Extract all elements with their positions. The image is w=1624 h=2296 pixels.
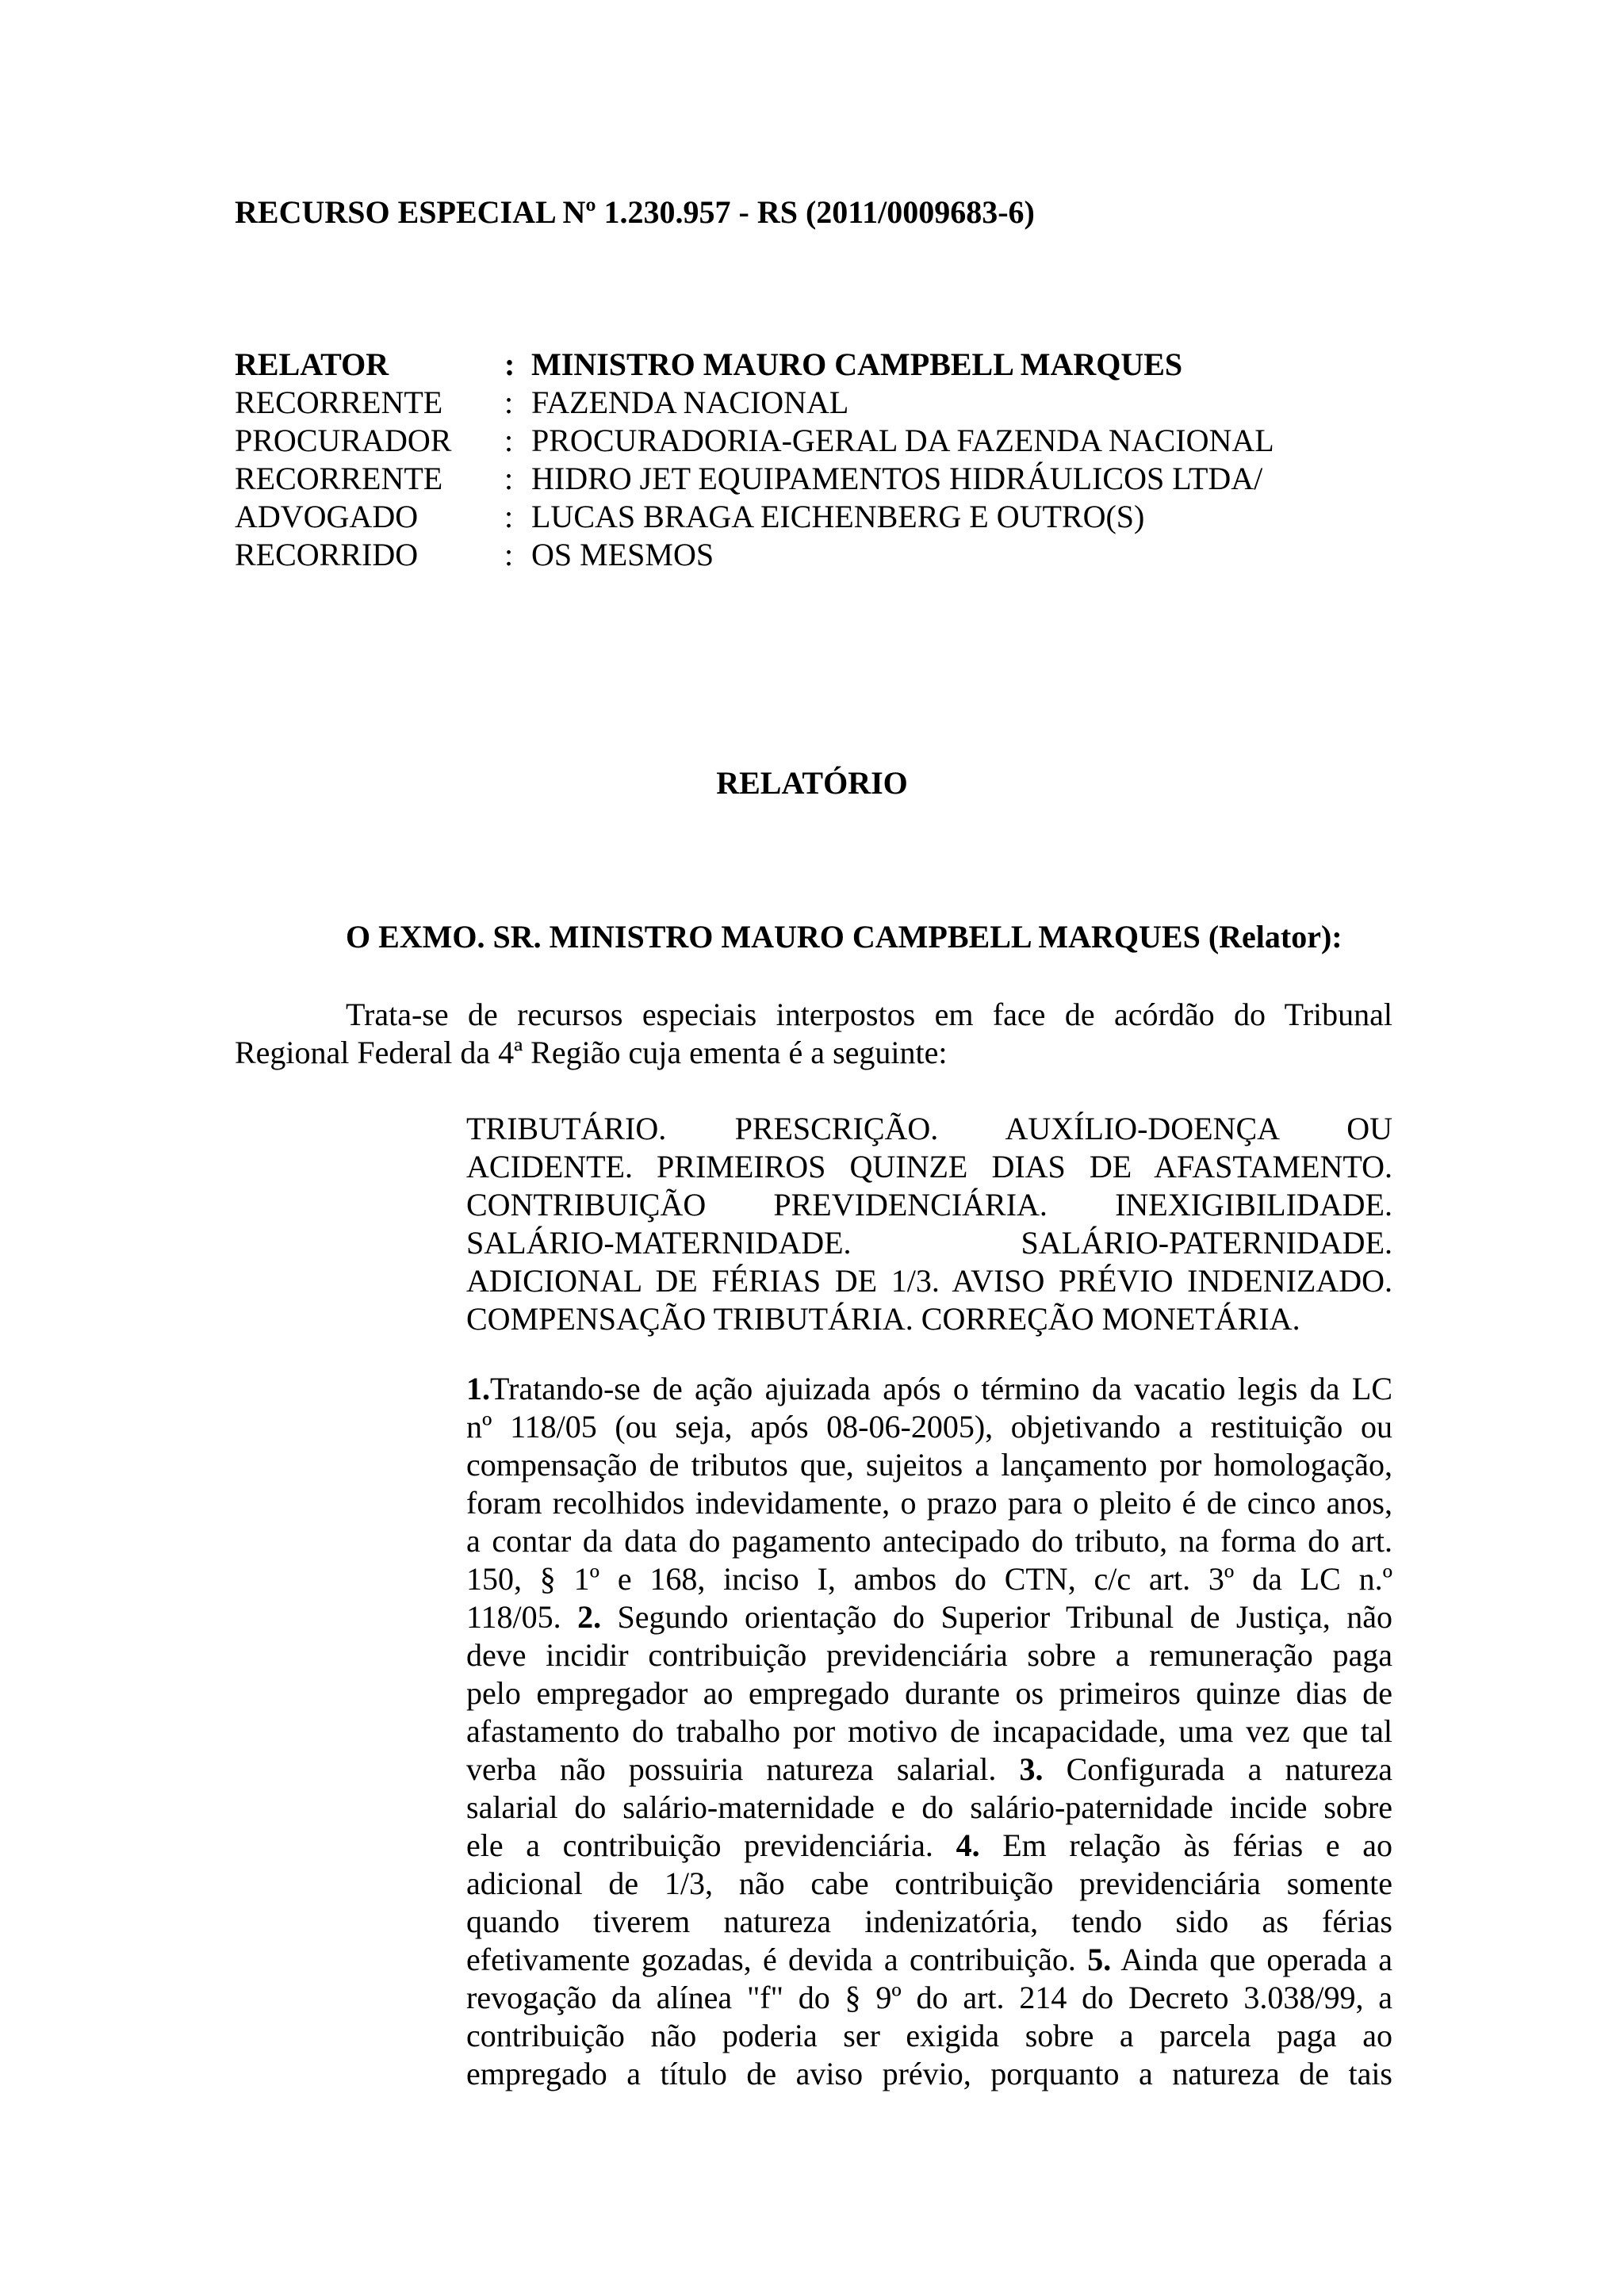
party-role: RECORRIDO [235,537,419,572]
ementa-body-line [466,1484,1392,1522]
party-name: PROCURADORIA-GERAL DA FAZENDA NACIONAL [531,423,1274,458]
line-text: a contar da data do pagamento antecipado do tributo, na forma do art. [466,1523,1392,1559]
party-row [235,536,1274,574]
ementa-heading-line: COMPENSAÇÃO TRIBUTÁRIA. CORREÇÃO MONETÁRIA. [466,1301,1300,1337]
line-text: quando tiverem natureza indenizatória, tendo sido as férias [466,1904,1392,1939]
speaker-heading: O EXMO. SR. MINISTRO MAURO CAMPBELL MARQUES (Relator): [346,919,1342,955]
item-number: 5. [1087,1942,1112,1977]
party-role: RELATOR [235,346,389,382]
party-name: MINISTRO MAURO CAMPBELL MARQUES [531,346,1183,382]
ementa-body-line [466,1598,1392,1636]
line-text: verba não possuiria natureza salarial. [466,1751,1020,1787]
ementa-heading-line: TRIBUTÁRIO. PRESCRIÇÃO. AUXÍLIO-DOENÇA OU [466,1111,1392,1146]
line-text: pelo empregador ao empregado durante os primeiros quinze dias de [466,1675,1392,1711]
ementa-body-line [466,1827,1392,1865]
ementa-body-line [466,1751,1392,1789]
line-text: nº 118/05 (ou seja, após 08-06-2005), objetivando a restituição ou [466,1409,1392,1445]
party-row [235,346,1274,384]
party-role: ADVOGADO [235,499,419,534]
ementa-body [466,1370,1392,2093]
line-text: Em relação às férias e ao [979,1827,1393,1863]
line-text: 150, § 1º e 168, inciso I, ambos do CTN, c/c art. 3º da LC n.º [466,1561,1392,1597]
ementa-body-line [466,1979,1392,2017]
item-number: 3. [1019,1751,1044,1787]
line-text: salarial do salário-maternidade e do salário-paternidade incide sobre [466,1789,1392,1825]
party-name: LUCAS BRAGA EICHENBERG E OUTRO(S) [531,499,1145,534]
party-separator: : [504,461,514,496]
item-number: 4. [956,1827,980,1863]
ementa-heading-line: ACIDENTE. PRIMEIROS QUINZE DIAS DE AFASTAMENTO. [466,1149,1392,1184]
ementa-body-line [466,1636,1392,1674]
party-role: RECORRENTE [235,461,443,496]
line-text: deve incidir contribuição previdenciária sobre a remuneração paga [466,1637,1392,1673]
ementa-heading-line: CONTRIBUIÇÃO PREVIDENCIÁRIA. INEXIGIBILIDADE. [466,1187,1392,1223]
line-text: ele a contribuição previdenciária. [466,1827,956,1863]
line-text: 118/05. [466,1599,578,1635]
line-text: revogação da alínea "f" do § 9º do art. 214 do Decreto 3.038/99, a [466,1980,1392,2015]
ementa-body-line [466,2055,1392,2093]
party-name: FAZENDA NACIONAL [531,385,849,420]
section-title: RELATÓRIO [716,765,908,801]
ementa-heading [466,1110,1392,1338]
party-row [235,384,1274,422]
ementa-body-line [466,1712,1392,1751]
ementa-body-line [466,1903,1392,1941]
ementa-heading-line: ADICIONAL DE FÉRIAS DE 1/3. AVISO PRÉVIO INDENIZADO. [466,1263,1392,1299]
ementa-body-line [466,1408,1392,1446]
line-text: Tratando-se de ação ajuizada após o término da vacatio legis da LC [490,1371,1392,1406]
ementa-body-line [466,2017,1392,2055]
ementa-body-line [466,1674,1392,1712]
ementa-body-line [466,1941,1392,1979]
case-title: RECURSO ESPECIAL Nº 1.230.957 - RS (2011/0009683-6) [235,194,1035,230]
ementa-body-line [466,1789,1392,1827]
line-text: compensação de tributos que, sujeitos a lançamento por homologação, [466,1447,1392,1483]
line-text: Ainda que operada a [1111,1942,1392,1977]
line-text: adicional de 1/3, não cabe contribuição previdenciária somente [466,1866,1392,1901]
ementa-heading-line: SALÁRIO-MATERNIDADE. SALÁRIO-PATERNIDADE. [466,1225,1392,1261]
party-separator: : [504,346,515,382]
line-text: empregado a título de aviso prévio, porquanto a natureza de tais [466,2056,1392,2091]
party-row [235,498,1274,536]
intro-line: Regional Federal da 4ª Região cuja ementa é a seguinte: [235,1035,948,1070]
line-text: efetivamente gozadas, é devida a contribuição. [466,1942,1088,1977]
item-number: 1. [466,1371,490,1406]
intro-line: Trata-se de recursos especiais interpostos em face de acórdão do Tribunal [346,997,1392,1032]
party-separator: : [504,385,514,420]
ementa-body-line [466,1522,1392,1560]
ementa-body-line [466,1370,1392,1408]
ementa-body-line [466,1446,1392,1484]
ementa-body-line [466,1560,1392,1598]
item-number: 2. [577,1599,602,1635]
parties-table [235,346,1274,574]
party-role: PROCURADOR [235,423,452,458]
party-separator: : [504,499,514,534]
line-text: afastamento do trabalho por motivo de incapacidade, uma vez que tal [466,1713,1392,1749]
party-separator: : [504,423,514,458]
line-text: Configurada a natureza [1043,1751,1392,1787]
line-text: foram recolhidos indevidamente, o prazo para o pleito é de cinco anos, [466,1485,1392,1521]
line-text: contribuição não poderia ser exigida sobre a parcela paga ao [466,2018,1392,2053]
line-text: Segundo orientação do Superior Tribunal de Justiça, não [601,1599,1393,1635]
intro-paragraph [235,996,1392,1072]
party-row [235,460,1274,498]
party-role: RECORRENTE [235,385,443,420]
party-name: HIDRO JET EQUIPAMENTOS HIDRÁULICOS LTDA/ [531,461,1263,496]
party-separator: : [504,537,514,572]
ementa-body-line [466,1865,1392,1903]
party-name: OS MESMOS [531,537,714,572]
party-row [235,422,1274,460]
